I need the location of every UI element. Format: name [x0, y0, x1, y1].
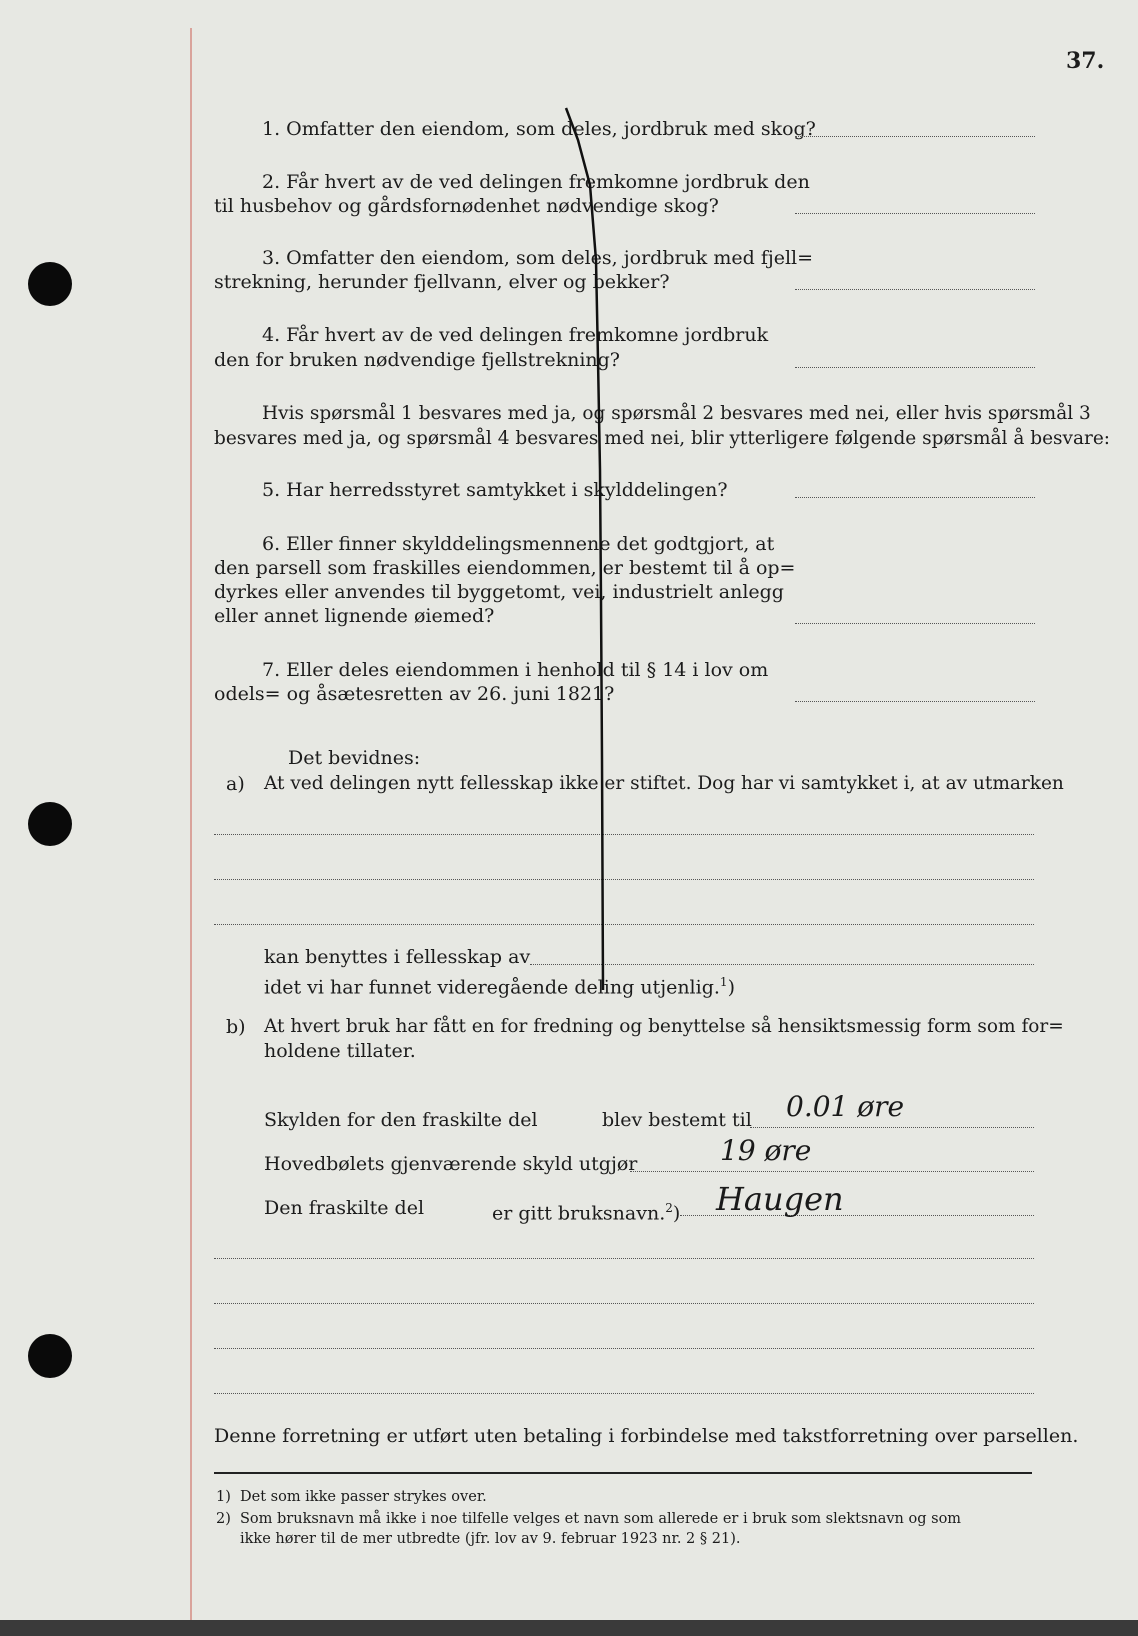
page-number: 37. — [1066, 48, 1105, 74]
idet-line: idet vi har funnet videregående deling utjenlig.$^1$) — [264, 975, 735, 999]
item-b-line-2: holdene tillater. — [264, 1040, 416, 1062]
footnote-2-mark: 2) — [216, 1511, 231, 1527]
footnote-1-mark: 1) — [216, 1489, 231, 1505]
bruksnavn-footnote-ref: 2 — [665, 1201, 673, 1215]
idet-footnote-ref: 1 — [719, 975, 728, 989]
question-4-line-2: den for bruken nødvendige fjellstrekning? — [214, 349, 620, 371]
bevidnes-heading: Det bevidnes: — [288, 747, 421, 769]
item-a-text: At ved delingen nytt fellesskap ikke er stiftet. Dog har vi samtykket i, at av utmarken — [264, 773, 1064, 794]
item-b-line-1: At hvert bruk har fått en for fredning og benyttelse så hensiktsmessig form som for= — [264, 1016, 1064, 1037]
bruksnavn-label-mid: er gitt bruksnavn.$^2$) — [492, 1201, 681, 1225]
hovedbol-label: Hovedbølets gjenværende skyld utgjør — [264, 1153, 638, 1175]
question-1: 1. Omfatter den eiendom, som deles, jordbruk med skog? — [262, 118, 816, 140]
condition-line-2: besvares med ja, og spørsmål 4 besvares med nei, blir ytterligere følgende spørsmål å besvare: — [214, 428, 1111, 449]
condition-line-1: Hvis spørsmål 1 besvares med ja, og spørsmål 2 besvares med nei, eller hvis spørsmål 3 — [262, 403, 1091, 424]
question-7-line-2: odels= og åsætesretten av 26. juni 1821? — [214, 683, 615, 705]
question-5: 5. Har herredsstyret samtykket i skylddelingen? — [262, 479, 728, 501]
item-a-marker: a) — [226, 773, 245, 795]
item-b-marker: b) — [226, 1016, 246, 1038]
question-6-line-1: 6. Eller finner skylddelingsmennene det godtgjort, at — [262, 533, 775, 555]
question-6-line-3: dyrkes eller anvendes til byggetomt, vei, industrielt anlegg — [214, 581, 784, 603]
idet-text: idet vi har funnet videregående deling utjenlig. — [264, 976, 720, 999]
question-2-line-1: 2. Får hvert av de ved delingen fremkomne jordbruk den — [262, 171, 810, 193]
bruksnavn-label: Den fraskilte del — [264, 1197, 425, 1219]
handwritten-skyld: 0.01 øre — [786, 1090, 905, 1123]
question-6-line-4: eller annet lignende øiemed? — [214, 605, 495, 627]
question-2-line-2: til husbehov og gårdsfornødenhet nødvendige skog? — [214, 195, 719, 217]
kan-benyttes-line: kan benyttes i fellesskap av — [264, 946, 531, 968]
question-7-line-1: 7. Eller deles eiendommen i henhold til § 14 i lov om — [262, 659, 769, 681]
bruksnavn-text: er gitt bruksnavn. — [492, 1202, 666, 1225]
question-4-line-1: 4. Får hvert av de ved delingen fremkomne jordbruk — [262, 324, 769, 346]
footnote-2-line-2: ikke hører til de mer utbredte (jfr. lov av 9. februar 1923 nr. 2 § 21). — [240, 1531, 741, 1547]
question-6-line-2: den parsell som fraskilles eiendommen, er bestemt til å op= — [214, 557, 796, 579]
footnote-1: Det som ikke passer strykes over. — [240, 1489, 487, 1505]
skyld-label-mid: blev bestemt til — [602, 1109, 752, 1131]
footnote-2-line-1: Som bruksnavn må ikke i noe tilfelle velges et navn som allerede er i bruk som slektsnavn og som — [240, 1511, 962, 1527]
handwritten-bruksnavn: Haugen — [716, 1180, 844, 1218]
handwritten-hovedbol: 19 øre — [720, 1134, 812, 1167]
closing-statement: Denne forretning er utført uten betaling i forbindelse med takstforretning over parsellen. — [214, 1425, 1079, 1447]
question-3-line-2: strekning, herunder fjellvann, elver og bekker? — [214, 271, 670, 293]
skyld-label: Skylden for den fraskilte del — [264, 1109, 538, 1131]
question-3-line-1: 3. Omfatter den eiendom, som deles, jordbruk med fjell= — [262, 247, 814, 269]
